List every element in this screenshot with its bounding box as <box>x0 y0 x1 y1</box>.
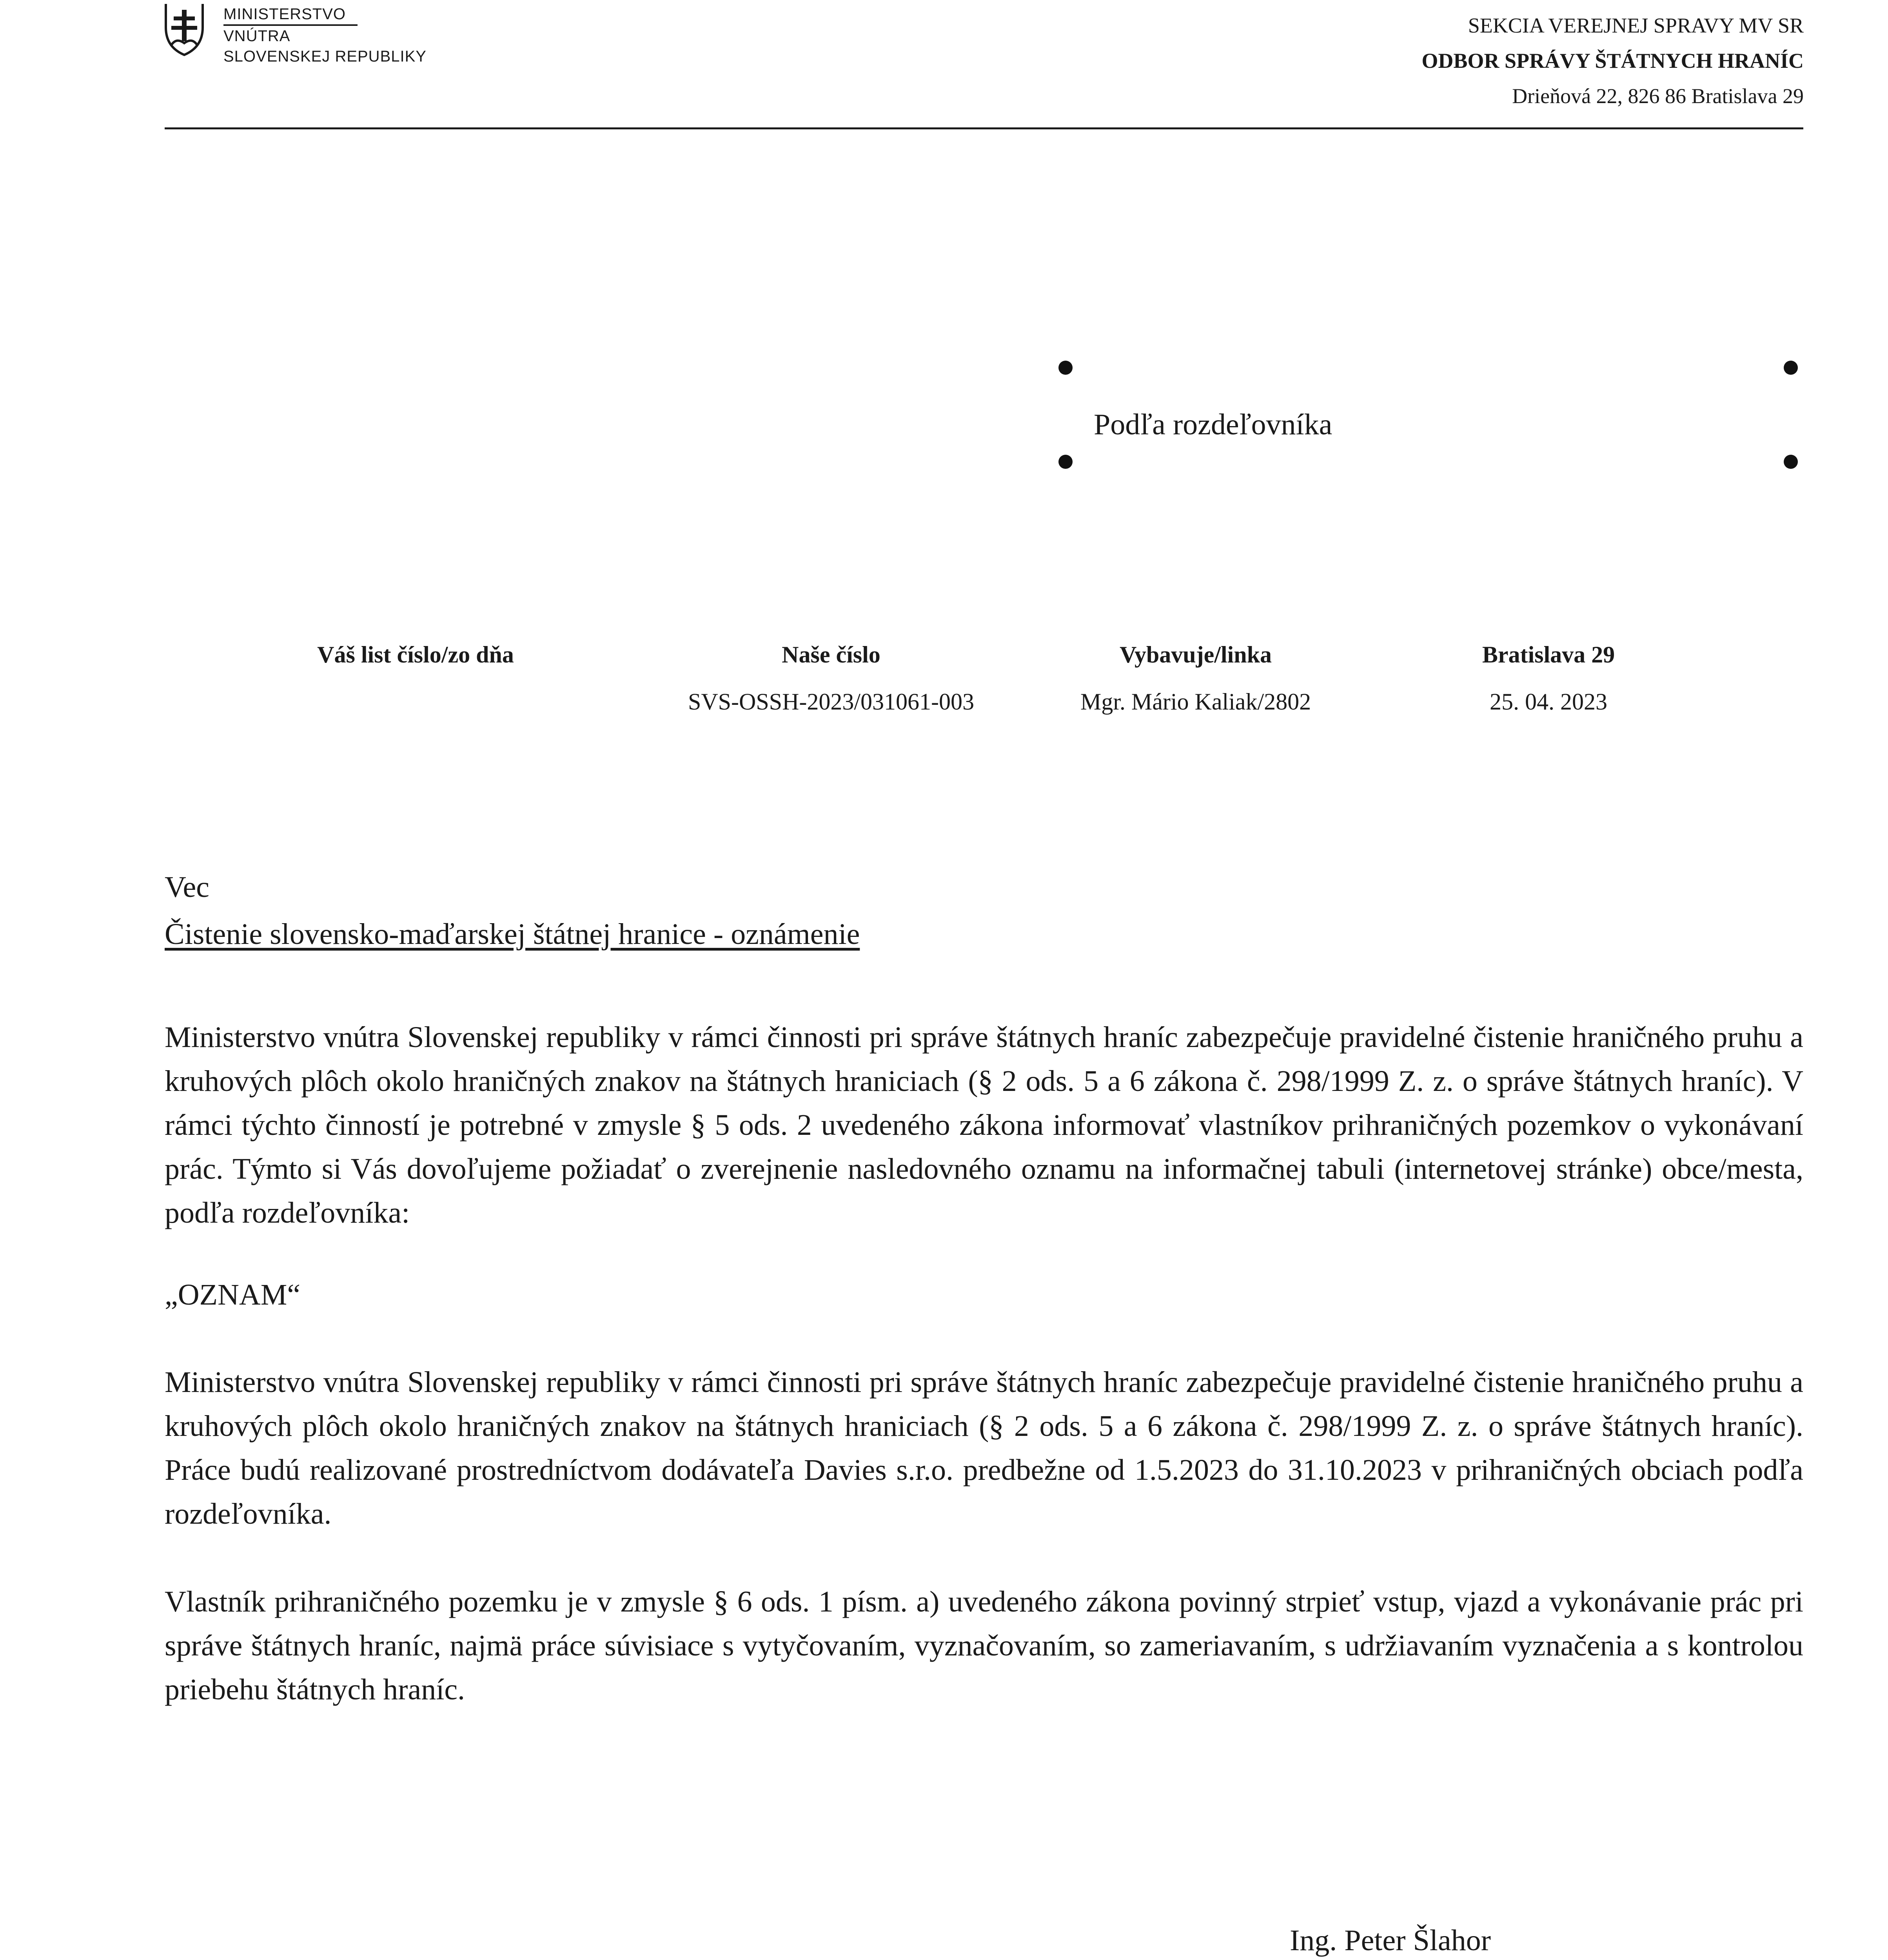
ministry-name <box>223 0 427 67</box>
ministry-name-line: SLOVENSKEJ REPUBLIKY <box>223 48 427 65</box>
notice-heading: „OZNAM“ <box>165 1278 301 1311</box>
our-number-column <box>635 631 1027 725</box>
department-name: ODBOR SPRÁVY ŠTÁTNYCH HRANÍC <box>1421 49 1804 73</box>
ministry-coat-of-arms-icon <box>163 0 206 63</box>
addressee: Podľa rozdeľovníka <box>1094 408 1332 441</box>
body-paragraph: Vlastník prihraničného pozemku je v zmysle § 6 ods. 1 písm. a) uvedeného zákona povinný strpieť vstup, vjazd a vykonávanie prác pri správe štátnych hraníc, najmä práce súvisiace s vytyčovaním, vyznačovaním, so zameriavaním, s udržiavaním vyznačenia a s kontrolou priebehu štátnych hraníc. <box>165 1585 1803 1706</box>
handler-value: Mgr. Mário Kaliak/2802 <box>1080 689 1311 715</box>
body-paragraph: Ministerstvo vnútra Slovenskej republiky v rámci činnosti pri správe štátnych hraníc zabezpečuje pravidelné čistenie hraničného pruhu a kruhových plôch okolo hraničných znakov na štátnych hraniciach (§ 2 ods. 5 a 6 zákona č. 298/1999 Z. z. o správe štátnych hraníc). V rámci týchto činností je potrebné v zmysle § 5 ods. 2 uvedeného zákona informovať vlastníkov prihraničných pozemkov o vykonávaní prác. Týmto si Vás dovoľujeme požiadať o zverejnenie nasledovného oznamu na informačnej tabuli (internetovej stránke) obce/mesta, podľa rozdeľovníka: <box>165 1021 1803 1229</box>
subject: Čistenie slovensko-maďarskej štátnej hranice - oznámenie <box>165 918 860 951</box>
body-paragraph: Ministerstvo vnútra Slovenskej republiky v rámci činnosti pri správe štátnych hraníc zabezpečuje pravidelné čistenie hraničného pruhu a kruhových plôch okolo hraničných znakov na štátnych hraniciach (§ 2 ods. 5 a 6 zákona č. 298/1999 Z. z. o správe štátnych hraníc). Práce budú realizované prostredníctvom dodávateľa Davies s.r.o. predbežne od 1.5.2023 do 31.10.2023 v prihraničných obciach podľa rozdeľovníka. <box>165 1366 1803 1530</box>
address-window-marker <box>1058 455 1073 469</box>
date-value: 25. 04. 2023 <box>1490 689 1607 715</box>
ministry-name-line: MINISTERSTVO <box>223 4 358 26</box>
signer-name: Ing. Peter Šlahor <box>1290 1924 1491 1957</box>
address-window-marker <box>1784 361 1798 375</box>
header-divider <box>165 127 1803 129</box>
signature-block <box>1290 1917 1491 1960</box>
department-header <box>1421 8 1804 114</box>
subject-label: Vec <box>165 871 209 904</box>
our-number-label: Naše číslo <box>782 642 880 668</box>
your-letter-label: Váš list číslo/zo dňa <box>317 642 514 668</box>
department-address: Drieňová 22, 826 86 Bratislava 29 <box>1512 84 1804 108</box>
place-date-column <box>1411 631 1686 725</box>
place-label: Bratislava 29 <box>1482 642 1615 668</box>
ministry-name-line: VNÚTRA <box>223 27 290 45</box>
section-name: SEKCIA VEREJNEJ SPRAVY MV SR <box>1468 14 1804 37</box>
handler-label: Vybavuje/linka <box>1120 642 1272 668</box>
your-letter-column <box>259 631 572 678</box>
handler-column <box>1039 631 1352 725</box>
our-number-value: SVS-OSSH-2023/031061-003 <box>688 689 975 715</box>
address-window-marker <box>1784 455 1798 469</box>
address-window-marker <box>1058 361 1073 375</box>
